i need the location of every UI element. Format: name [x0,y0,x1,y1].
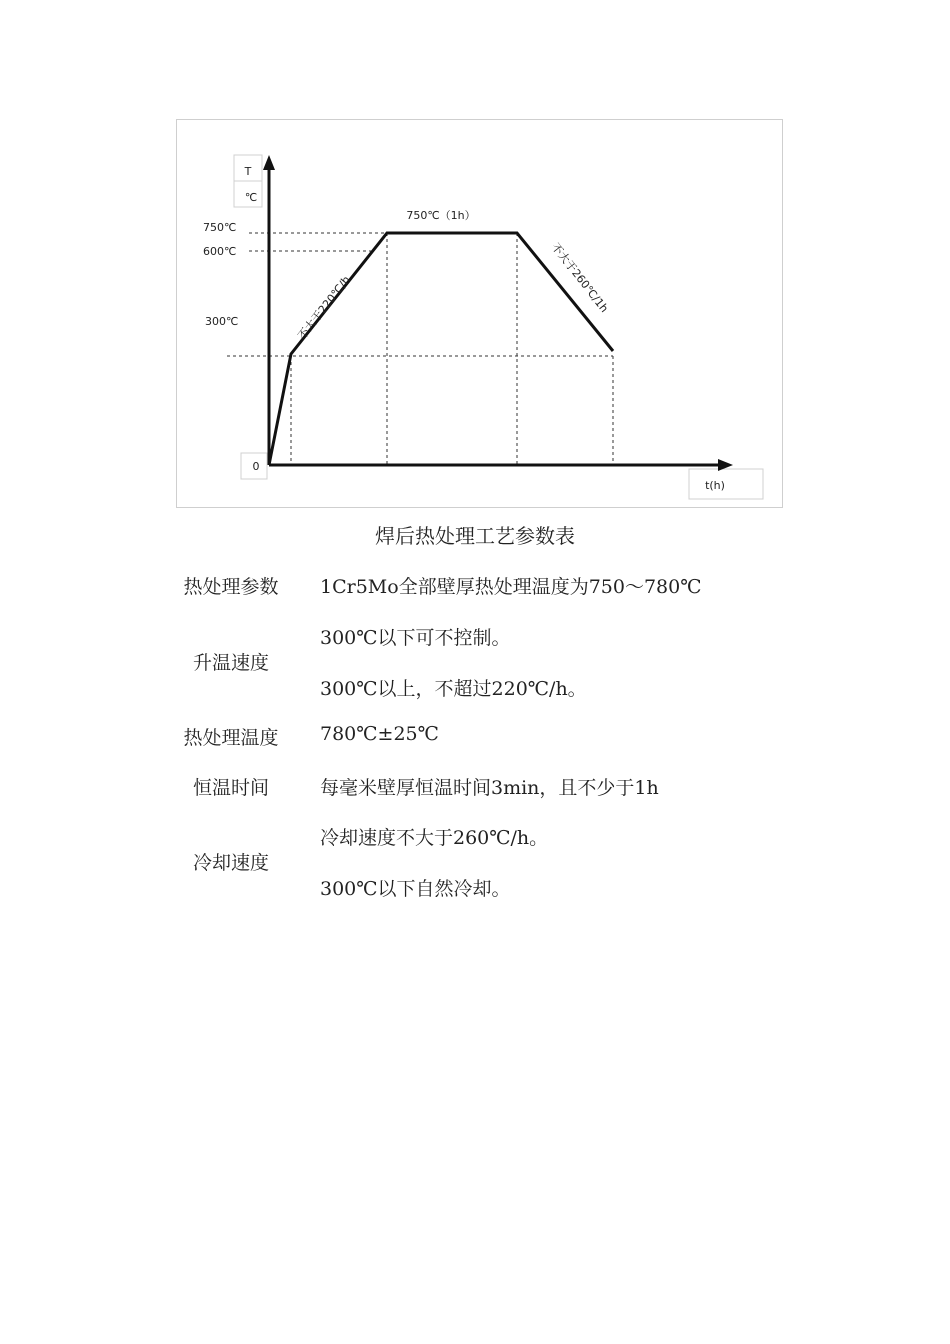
param-value-heating-rate-2: 300℃以上，不超过220℃/h。 [320,678,587,700]
param-value-cooling-rate-2: 300℃以下自然冷却。 [320,878,511,900]
heat-treatment-curve-svg [177,120,784,509]
param-label-treatment-temp: 热处理温度 [183,727,279,749]
heat-treatment-curve [269,233,613,465]
y-axis-arrow [263,155,275,170]
y-tick-600: 600℃ [203,245,237,258]
heat-treatment-diagram [176,119,783,508]
y-axis-unit: ℃ [244,191,258,204]
hold-label: 750℃（1h） [406,209,476,222]
param-label-hold-time: 恒温时间 [192,777,269,799]
param-label-cooling-rate: 冷却速度 [192,852,269,874]
y-axis-symbol: T [244,165,252,178]
y-tick-300: 300℃ [205,315,239,328]
param-label-heating-rate: 升温速度 [192,652,269,674]
origin-label: 0 [252,460,260,473]
param-value-heat-treatment: 1Cr5Mo全部壁厚热处理温度为750～780℃ [320,576,702,598]
cool-rate-label: 不大于260℃/1h [548,240,611,315]
param-label-heat-treatment: 热处理参数 [183,576,279,598]
x-axis-label-box [689,469,763,499]
heat-rate-label: 不大于220℃/h [295,273,354,343]
y-tick-750: 750℃ [203,221,237,234]
x-axis-label: t(h) [705,479,725,492]
param-value-treatment-temp: 780℃±25℃ [320,723,439,745]
table-caption: 焊后热处理工艺参数表 [375,524,575,548]
param-value-hold-time: 每毫米壁厚恒温时间3min，且不少于1h [320,777,659,799]
param-value-cooling-rate-1: 冷却速度不大于260℃/h。 [320,827,549,849]
param-value-heating-rate-1: 300℃以下可不控制。 [320,627,511,649]
